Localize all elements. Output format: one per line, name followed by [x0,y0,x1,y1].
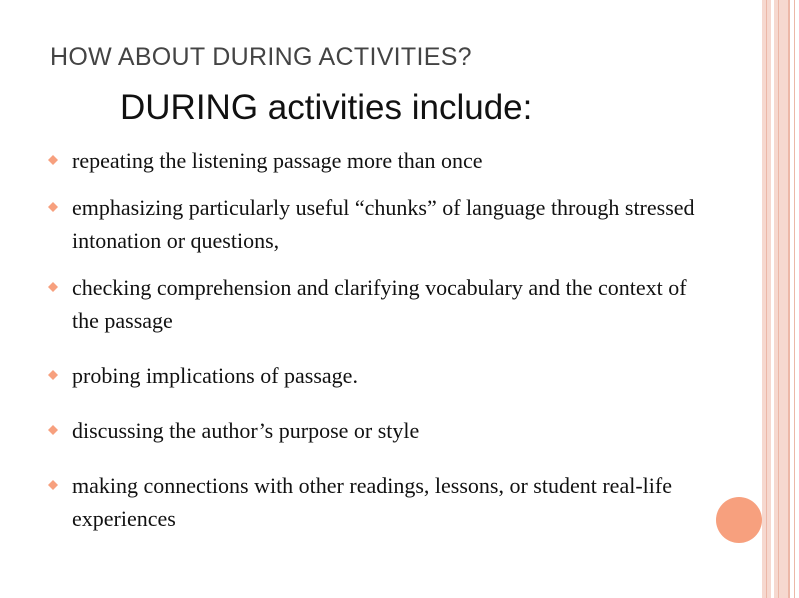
decorative-line [794,0,795,598]
diamond-bullet-icon [48,202,58,212]
decorative-line [778,0,779,598]
diamond-bullet-icon [48,480,58,490]
diamond-bullet-icon [48,425,58,435]
list-item [48,414,698,447]
diamond-bullet-icon [48,282,58,292]
list-item [48,359,698,392]
list-item [48,271,698,337]
decorative-stripe [771,0,774,598]
list-item-text: repeating the listening passage more than once [72,148,483,173]
list-item-text: probing implications of passage. [72,363,358,388]
slide-title: HOW ABOUT DURING ACTIVITIES? [50,43,472,71]
list-item-text: checking comprehension and clarifying vocabulary and the context of the passage [72,275,687,333]
decorative-circle [716,497,762,543]
diamond-bullet-icon [48,370,58,380]
bullet-list [48,144,698,535]
slide-subtitle: DURING activities include: [120,88,533,127]
list-item [48,469,698,535]
decorative-line [766,0,767,598]
list-item [48,191,698,257]
decorative-stripe [788,0,790,598]
list-item [48,144,698,177]
diamond-bullet-icon [48,155,58,165]
list-item-text: making connections with other readings, lessons, or student real-life experiences [72,473,672,531]
list-item-text: emphasizing particularly useful “chunks” of language through stressed intonation or questions, [72,195,695,253]
list-item-text: discussing the author’s purpose or style [72,418,420,443]
